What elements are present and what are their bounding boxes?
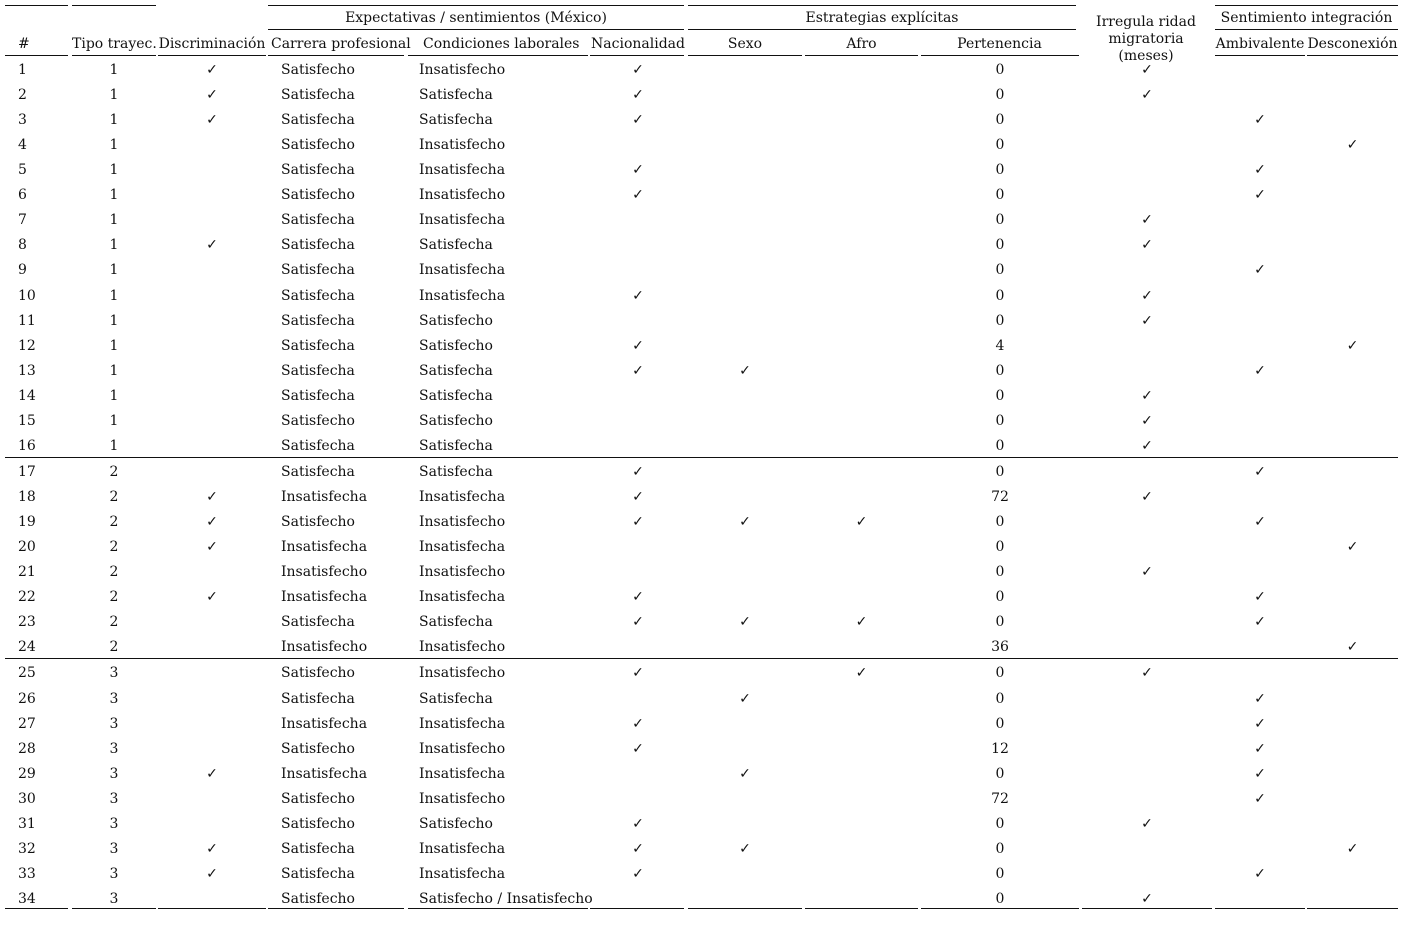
- cell-carrera: Satisfecha: [281, 614, 355, 631]
- check-mark-icon: ✓: [1254, 112, 1266, 129]
- check-mark-icon: ✓: [632, 362, 644, 379]
- cell-carrera: Satisfecho: [281, 514, 355, 531]
- check-mark-icon: ✓: [1141, 87, 1153, 104]
- cell-condiciones: Satisfecha: [419, 362, 493, 379]
- cell-condiciones: Insatisfecha: [419, 589, 506, 606]
- table-bottom-rule: [158, 908, 266, 909]
- cell-pertenencia: 0: [995, 137, 1005, 154]
- cell-num: 1: [18, 62, 27, 78]
- cell-condiciones: Insatisfecho: [419, 187, 506, 204]
- cell-num: 20: [18, 539, 36, 556]
- cell-num: 25: [18, 665, 36, 682]
- table-bottom-rule: [5, 908, 68, 909]
- check-mark-icon: ✓: [1254, 514, 1266, 531]
- cell-tipo: 2: [109, 614, 119, 631]
- table-bottom-rule: [1307, 908, 1398, 909]
- cell-tipo: 3: [109, 790, 119, 807]
- group-separator-rule: [5, 457, 1398, 458]
- cell-num: 17: [18, 463, 36, 480]
- cell-condiciones: Insatisfecha: [419, 865, 506, 882]
- check-mark-icon: ✓: [855, 614, 868, 631]
- cell-tipo: 2: [109, 463, 119, 480]
- header-bottom-rule: [408, 55, 588, 56]
- header-bottom-rule: [805, 55, 918, 56]
- cell-condiciones: Satisfecha: [419, 387, 493, 404]
- cell-condiciones: Satisfecho: [419, 412, 493, 429]
- cell-condiciones: Insatisfecha: [419, 212, 506, 229]
- cell-pertenencia: 0: [995, 312, 1005, 329]
- check-mark-icon: ✓: [1141, 312, 1153, 329]
- cell-condiciones: Satisfecho: [419, 815, 493, 832]
- cell-pertenencia: 0: [995, 62, 1005, 78]
- check-mark-icon: ✓: [1254, 187, 1266, 204]
- cell-tipo: 1: [109, 412, 119, 429]
- cell-num: 28: [18, 740, 36, 757]
- check-mark-icon: ✓: [206, 539, 218, 556]
- header-top-rule-sentimiento: [1215, 5, 1398, 6]
- table-bottom-rule: [590, 908, 684, 909]
- cell-pertenencia: 0: [995, 514, 1005, 531]
- check-mark-icon: ✓: [206, 489, 218, 506]
- cell-condiciones: Insatisfecha: [419, 715, 506, 732]
- cell-pertenencia: 4: [995, 337, 1005, 354]
- col-header-ambivalente: Ambivalente: [1215, 36, 1305, 52]
- check-mark-icon: ✓: [1141, 237, 1153, 254]
- check-mark-icon: ✓: [206, 62, 218, 78]
- cell-num: 15: [18, 412, 36, 429]
- cell-tipo: 3: [109, 665, 119, 682]
- group-header-estrategias: Estrategias explícitas: [805, 10, 959, 26]
- cell-carrera: Satisfecho: [281, 790, 355, 807]
- cell-condiciones: Insatisfecho: [419, 514, 506, 531]
- cell-num: 19: [18, 514, 36, 531]
- header-group-rule-expectativas: [268, 29, 684, 30]
- cell-pertenencia: 0: [995, 715, 1005, 732]
- check-mark-icon: ✓: [1141, 890, 1153, 907]
- cell-carrera: Satisfecha: [281, 212, 355, 229]
- cell-condiciones: Insatisfecho: [419, 62, 506, 78]
- check-mark-icon: ✓: [632, 589, 644, 606]
- cell-carrera: Satisfecha: [281, 162, 355, 179]
- cell-carrera: Insatisfecho: [281, 564, 368, 581]
- check-mark-icon: ✓: [1346, 337, 1359, 354]
- check-mark-icon: ✓: [632, 665, 644, 682]
- cell-carrera: Satisfecha: [281, 387, 355, 404]
- cell-tipo: 1: [109, 337, 119, 354]
- header-bottom-rule: [72, 55, 156, 56]
- cell-pertenencia: 12: [991, 740, 1009, 757]
- cell-pertenencia: 0: [995, 815, 1005, 832]
- cell-carrera: Insatisfecha: [281, 589, 368, 606]
- check-mark-icon: ✓: [1346, 639, 1359, 656]
- check-mark-icon: ✓: [1254, 262, 1266, 279]
- cell-tipo: 1: [109, 287, 119, 304]
- cell-num: 31: [18, 815, 36, 832]
- cell-pertenencia: 0: [995, 362, 1005, 379]
- cell-carrera: Satisfecho: [281, 137, 355, 154]
- col-header-num: #: [18, 36, 30, 52]
- col-header-carrera: Carrera profesional: [271, 36, 411, 52]
- check-mark-icon: ✓: [1254, 715, 1266, 732]
- cell-tipo: 3: [109, 715, 119, 732]
- check-mark-icon: ✓: [739, 514, 751, 531]
- cell-tipo: 2: [109, 639, 119, 656]
- cell-tipo: 1: [109, 312, 119, 329]
- cell-carrera: Satisfecho: [281, 740, 355, 757]
- col-header-desconexion: Desconexión: [1307, 36, 1398, 52]
- cell-tipo: 1: [109, 212, 119, 229]
- cell-pertenencia: 0: [995, 665, 1005, 682]
- cell-condiciones: Insatisfecha: [419, 489, 506, 506]
- cell-carrera: Satisfecha: [281, 87, 355, 104]
- check-mark-icon: ✓: [632, 162, 644, 179]
- cell-num: 13: [18, 362, 36, 379]
- table-bottom-rule: [268, 908, 404, 909]
- col-header-discriminacion: Discriminación: [158, 36, 266, 52]
- cell-pertenencia: 0: [995, 437, 1005, 454]
- cell-tipo: 2: [109, 589, 119, 606]
- cell-carrera: Satisfecha: [281, 840, 355, 857]
- cell-pertenencia: 72: [991, 790, 1009, 807]
- cell-tipo: 3: [109, 740, 119, 757]
- cell-carrera: Satisfecha: [281, 112, 355, 129]
- cell-pertenencia: 0: [995, 589, 1005, 606]
- cell-tipo: 1: [109, 62, 119, 78]
- cell-carrera: Satisfecha: [281, 690, 355, 707]
- col-header-sexo: Sexo: [727, 36, 763, 52]
- cell-pertenencia: 0: [995, 765, 1005, 782]
- cell-carrera: Satisfecha: [281, 865, 355, 882]
- cell-carrera: Insatisfecha: [281, 539, 368, 556]
- check-mark-icon: ✓: [1141, 287, 1153, 304]
- check-mark-icon: ✓: [1141, 665, 1153, 682]
- group-header-sentimiento: Sentimiento integración: [1220, 10, 1393, 26]
- header-top-rule-tipo: [72, 5, 156, 6]
- check-mark-icon: ✓: [206, 237, 218, 254]
- cell-tipo: 1: [109, 437, 119, 454]
- cell-num: 10: [18, 287, 36, 304]
- cell-tipo: 1: [109, 87, 119, 104]
- group-separator-rule: [5, 658, 1398, 659]
- cell-condiciones: Satisfecho: [419, 312, 493, 329]
- cell-pertenencia: 0: [995, 287, 1005, 304]
- cell-condiciones: Insatisfecha: [419, 287, 506, 304]
- col-header-nacionalidad: Nacionalidad: [591, 36, 685, 52]
- check-mark-icon: ✓: [1254, 463, 1266, 480]
- cell-num: 9: [18, 262, 27, 279]
- cell-carrera: Satisfecho: [281, 665, 355, 682]
- check-mark-icon: ✓: [1141, 815, 1153, 832]
- cell-pertenencia: 0: [995, 162, 1005, 179]
- header-group-rule-sentimiento: [1215, 29, 1398, 30]
- check-mark-icon: ✓: [632, 62, 644, 78]
- header-top-rule-num: [5, 5, 68, 6]
- check-mark-icon: ✓: [1141, 437, 1153, 454]
- check-mark-icon: ✓: [739, 362, 751, 379]
- table-bottom-rule: [1215, 908, 1305, 909]
- check-mark-icon: ✓: [1254, 790, 1266, 807]
- cell-carrera: Insatisfecha: [281, 489, 368, 506]
- cell-num: 14: [18, 387, 36, 404]
- cell-num: 22: [18, 589, 36, 606]
- cell-tipo: 2: [109, 539, 119, 556]
- table-bottom-rule: [408, 908, 588, 909]
- header-bottom-rule: [1307, 55, 1398, 56]
- check-mark-icon: ✓: [632, 112, 644, 129]
- check-mark-icon: ✓: [1254, 865, 1266, 882]
- cell-pertenencia: 0: [995, 564, 1005, 581]
- cell-num: 34: [18, 890, 36, 907]
- cell-carrera: Satisfecha: [281, 437, 355, 454]
- check-mark-icon: ✓: [632, 614, 644, 631]
- cell-pertenencia: 0: [995, 387, 1005, 404]
- cell-carrera: Insatisfecha: [281, 765, 368, 782]
- cell-condiciones: Insatisfecho: [419, 137, 506, 154]
- cell-carrera: Satisfecho: [281, 890, 355, 907]
- cell-condiciones: Satisfecha: [419, 112, 493, 129]
- check-mark-icon: ✓: [855, 514, 868, 531]
- cell-num: 33: [18, 865, 36, 882]
- header-bottom-rule: [5, 55, 68, 56]
- check-mark-icon: ✓: [1254, 589, 1266, 606]
- check-mark-icon: ✓: [206, 765, 218, 782]
- cell-pertenencia: 0: [995, 865, 1005, 882]
- cell-tipo: 2: [109, 514, 119, 531]
- check-mark-icon: ✓: [632, 287, 644, 304]
- cell-num: 30: [18, 790, 36, 807]
- cell-condiciones: Satisfecha: [419, 690, 493, 707]
- cell-pertenencia: 0: [995, 212, 1005, 229]
- cell-num: 5: [18, 162, 27, 179]
- cell-tipo: 3: [109, 765, 119, 782]
- cell-condiciones: Insatisfecho: [419, 740, 506, 757]
- cell-num: 16: [18, 437, 36, 454]
- cell-carrera: Satisfecha: [281, 262, 355, 279]
- cell-carrera: Insatisfecha: [281, 715, 368, 732]
- cell-tipo: 3: [109, 840, 119, 857]
- cell-condiciones: Insatisfecho: [419, 790, 506, 807]
- cell-condiciones: Satisfecha: [419, 463, 493, 480]
- cell-tipo: 3: [109, 865, 119, 882]
- cell-carrera: Satisfecho: [281, 815, 355, 832]
- header-bottom-rule: [1215, 55, 1305, 56]
- check-mark-icon: ✓: [1141, 412, 1153, 429]
- check-mark-icon: ✓: [1346, 137, 1359, 154]
- cell-num: 29: [18, 765, 36, 782]
- cell-num: 32: [18, 840, 36, 857]
- check-mark-icon: ✓: [1254, 162, 1266, 179]
- header-bottom-rule: [268, 55, 404, 56]
- cell-tipo: 1: [109, 387, 119, 404]
- cell-tipo: 1: [109, 162, 119, 179]
- col-header-afro: Afro: [846, 36, 877, 52]
- check-mark-icon: ✓: [1141, 489, 1153, 506]
- cell-condiciones: Insatisfecha: [419, 262, 506, 279]
- cell-tipo: 3: [109, 815, 119, 832]
- check-mark-icon: ✓: [1254, 765, 1266, 782]
- cell-condiciones: Insatisfecho: [419, 639, 506, 656]
- cell-pertenencia: 72: [991, 489, 1009, 506]
- cell-carrera: Satisfecha: [281, 463, 355, 480]
- group-header-irregularidad: Irregula ridad migratoria (meses): [1096, 14, 1196, 64]
- header-bottom-rule: [590, 55, 684, 56]
- check-mark-icon: ✓: [1254, 614, 1266, 631]
- check-mark-icon: ✓: [739, 690, 751, 707]
- header-top-rule-estrategias: [688, 5, 1076, 6]
- cell-condiciones: Insatisfecha: [419, 539, 506, 556]
- check-mark-icon: ✓: [206, 87, 218, 104]
- check-mark-icon: ✓: [739, 614, 751, 631]
- cell-tipo: 1: [109, 237, 119, 254]
- check-mark-icon: ✓: [632, 87, 644, 104]
- check-mark-icon: ✓: [1141, 212, 1153, 229]
- check-mark-icon: ✓: [632, 489, 644, 506]
- cell-carrera: Satisfecha: [281, 287, 355, 304]
- check-mark-icon: ✓: [1346, 539, 1359, 556]
- cell-condiciones: Insatisfecha: [419, 840, 506, 857]
- cell-pertenencia: 0: [995, 614, 1005, 631]
- cell-num: 23: [18, 614, 36, 631]
- cell-carrera: Insatisfecho: [281, 639, 368, 656]
- cell-tipo: 1: [109, 262, 119, 279]
- cell-pertenencia: 0: [995, 187, 1005, 204]
- table-bottom-rule: [1082, 908, 1212, 909]
- check-mark-icon: ✓: [1346, 840, 1359, 857]
- table-bottom-rule: [688, 908, 802, 909]
- check-mark-icon: ✓: [206, 112, 218, 129]
- check-mark-icon: ✓: [1254, 362, 1266, 379]
- cell-condiciones: Satisfecho: [419, 337, 493, 354]
- check-mark-icon: ✓: [1141, 387, 1153, 404]
- table-bottom-rule: [72, 908, 156, 909]
- table-bottom-rule: [921, 908, 1079, 909]
- check-mark-icon: ✓: [1254, 740, 1266, 757]
- cell-carrera: Satisfecha: [281, 312, 355, 329]
- cell-num: 6: [18, 187, 27, 204]
- cell-pertenencia: 0: [995, 237, 1005, 254]
- cell-pertenencia: 0: [995, 87, 1005, 104]
- header-top-rule-expectativas: [268, 5, 684, 6]
- header-bottom-rule: [158, 55, 266, 56]
- cell-condiciones: Insatisfecho: [419, 564, 506, 581]
- col-header-condiciones: Condiciones laborales: [423, 36, 580, 52]
- cell-num: 11: [18, 312, 36, 329]
- cell-tipo: 1: [109, 187, 119, 204]
- header-bottom-rule: [688, 55, 802, 56]
- check-mark-icon: ✓: [632, 740, 644, 757]
- cell-condiciones: Satisfecho / Insatisfecho: [419, 890, 593, 907]
- cell-num: 7: [18, 212, 27, 229]
- cell-tipo: 1: [109, 137, 119, 154]
- cell-tipo: 1: [109, 362, 119, 379]
- check-mark-icon: ✓: [632, 337, 644, 354]
- check-mark-icon: ✓: [206, 840, 218, 857]
- cell-carrera: Satisfecha: [281, 237, 355, 254]
- cell-pertenencia: 0: [995, 463, 1005, 480]
- cell-condiciones: Insatisfecha: [419, 765, 506, 782]
- check-mark-icon: ✓: [206, 865, 218, 882]
- cell-carrera: Satisfecho: [281, 412, 355, 429]
- cell-pertenencia: 0: [995, 690, 1005, 707]
- cell-pertenencia: 0: [995, 112, 1005, 129]
- cell-num: 4: [18, 137, 27, 154]
- header-group-rule-estrategias: [688, 29, 1076, 30]
- cell-num: 26: [18, 690, 36, 707]
- check-mark-icon: ✓: [632, 514, 644, 531]
- check-mark-icon: ✓: [206, 589, 218, 606]
- check-mark-icon: ✓: [1141, 564, 1153, 581]
- cell-pertenencia: 0: [995, 840, 1005, 857]
- check-mark-icon: ✓: [632, 865, 644, 882]
- cell-condiciones: Satisfecha: [419, 87, 493, 104]
- cell-tipo: 3: [109, 890, 119, 907]
- cell-condiciones: Insatisfecho: [419, 665, 506, 682]
- col-header-tipo: Tipo trayec.: [72, 36, 157, 52]
- cell-tipo: 3: [109, 690, 119, 707]
- check-mark-icon: ✓: [632, 840, 644, 857]
- cell-pertenencia: 0: [995, 262, 1005, 279]
- check-mark-icon: ✓: [739, 765, 751, 782]
- check-mark-icon: ✓: [632, 463, 644, 480]
- cell-num: 2: [18, 87, 27, 104]
- check-mark-icon: ✓: [1254, 690, 1266, 707]
- cell-num: 18: [18, 489, 36, 506]
- cell-num: 21: [18, 564, 36, 581]
- header-bottom-rule: [921, 55, 1079, 56]
- cell-carrera: Satisfecho: [281, 187, 355, 204]
- cell-carrera: Satisfecha: [281, 337, 355, 354]
- cell-num: 27: [18, 715, 36, 732]
- cell-condiciones: Satisfecha: [419, 437, 493, 454]
- col-header-pertenencia: Pertenencia: [957, 36, 1042, 52]
- cell-num: 12: [18, 337, 36, 354]
- check-mark-icon: ✓: [632, 815, 644, 832]
- cell-carrera: Satisfecha: [281, 362, 355, 379]
- check-mark-icon: ✓: [739, 840, 751, 857]
- cell-num: 24: [18, 639, 36, 656]
- check-mark-icon: ✓: [1141, 62, 1153, 78]
- cell-condiciones: Satisfecha: [419, 237, 493, 254]
- cell-num: 3: [18, 112, 27, 129]
- cell-num: 8: [18, 237, 27, 254]
- cell-tipo: 1: [109, 112, 119, 129]
- cell-pertenencia: 36: [991, 639, 1009, 656]
- check-mark-icon: ✓: [632, 715, 644, 732]
- check-mark-icon: ✓: [632, 187, 644, 204]
- cell-tipo: 2: [109, 489, 119, 506]
- cell-condiciones: Insatisfecha: [419, 162, 506, 179]
- cell-pertenencia: 0: [995, 412, 1005, 429]
- check-mark-icon: ✓: [206, 514, 218, 531]
- cell-tipo: 2: [109, 564, 119, 581]
- cell-pertenencia: 0: [995, 539, 1005, 556]
- cell-condiciones: Satisfecha: [419, 614, 493, 631]
- check-mark-icon: ✓: [855, 665, 868, 682]
- cell-pertenencia: 0: [995, 890, 1005, 907]
- group-header-expectativas: Expectativas / sentimientos (México): [345, 10, 607, 26]
- table-bottom-rule: [805, 908, 918, 909]
- cell-carrera: Satisfecho: [281, 62, 355, 78]
